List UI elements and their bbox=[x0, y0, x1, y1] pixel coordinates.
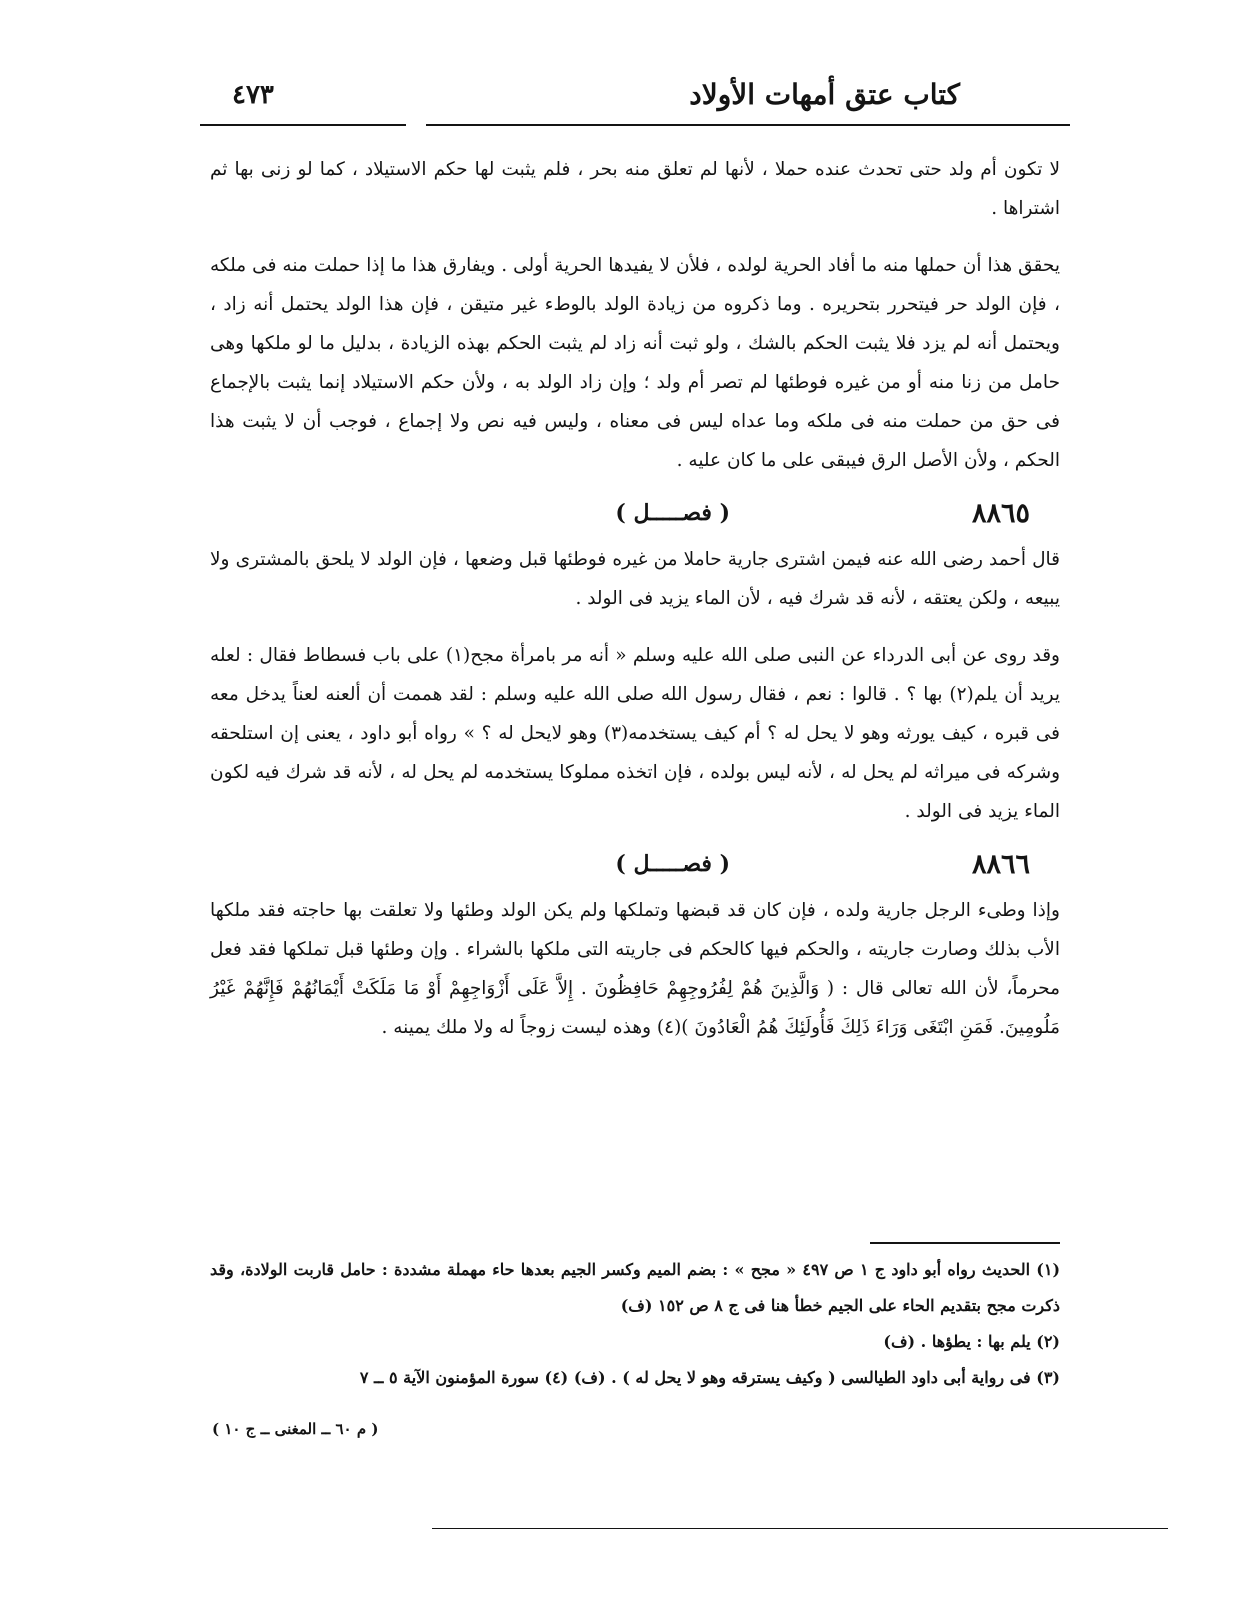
section-heading bbox=[210, 849, 1060, 889]
footnote: (٣) فى رواية أبى داود الطيالسى ( وكيف يسترقه وهو لا يحل له ) . (ف) (٤) سورة المؤمنون الآية ٥ ــ ٧ bbox=[359, 1368, 1060, 1387]
running-title: كتاب عتق أمهات الأولاد bbox=[689, 78, 960, 111]
footnote-separator bbox=[870, 1242, 1060, 1244]
header-rule-right bbox=[426, 124, 1070, 126]
paragraph: قال أحمد رضى الله عنه فيمن اشترى جارية حاملا من غيره فوطئها قبل وضعها ، فإن الولد لا يلحق بالمشترى ولا يبيعه ، ولكن يعتقه ، لأنه قد شرك فيه ، لأن الماء يزيد فى الولد . bbox=[210, 549, 1060, 609]
page-number: ٤٧٣ bbox=[232, 80, 274, 110]
paragraph: وإذا وطىء الرجل جارية ولده ، فإن كان قد قبضها وتملكها ولم يكن الولد وطئها ولا تعلقت بها حاجته فقد ملكها الأب بذلك وصارت جاريته ، والحكم فيها كالحكم فى جاريته التى ملكها بالشراء . وإن وطئها قبل تملكها فقد فعل محرماً، لأن الله تعالى قال : ( وَالَّذِينَ هُمْ لِفُرُوجِهِمْ حَافِظُونَ . إِلاَّ عَلَى أَزْوَاجِهِمْ أَوْ مَا مَلَكَتْ أَيْمَانُهُمْ فَإِنَّهُمْ غَيْرُ مَلُومِينَ. فَمَنِ ابْتَغَى وَرَاءَ ذَلِكَ فَأُولَئِكَ هُمُ الْعَادُونَ )(٤) وهذه ليست زوجاً له ولا ملك يمينه . bbox=[210, 900, 1060, 1038]
footnote: (١) الحديث رواه أبو داود ج ١ ص ٤٩٧ « مجح » : بضم الميم وكسر الجيم بعدها حاء مهملة مشددة : حامل قاربت الولادة، وقد ذكرت مجح بتقديم الحاء على الجيم خطأ هنا فى ج ٨ ص ١٥٢ (ف) bbox=[210, 1260, 1061, 1315]
section-title: ( فصـــــل ) bbox=[615, 851, 730, 877]
paragraph: وقد روى عن أبى الدرداء عن النبى صلى الله عليه وسلم « أنه مر بامرأة مجح(١) على باب فسطاط فقال : لعله يريد أن يلم(٢) بها ؟ . قالوا : نعم ، فقال رسول الله صلى الله عليه وسلم : لقد هممت أن ألعنه لعناً يدخل معه فى قبره ، كيف يورثه وهو لا يحل له ؟ أم كيف يستخدمه(٣) وهو لايحل له ؟ » رواه أبو داود ، يعنى إن استلحقه وشركه فى ميراثه لم يحل له ، لأنه ليس بولده ، فإن اتخذه مملوكا يستخدمه لم يحل له ، لأنه قد شرك فيه لكون الماء يزيد فى الولد . bbox=[210, 645, 1061, 822]
main-text bbox=[210, 150, 1060, 1065]
paragraph: لا تكون أم ولد حتى تحدث عنده حملا ، لأنها لم تعلق منه بحر ، فلم يثبت لها حكم الاستيلاد ، كما لو زنى بها ثم اشتراها . bbox=[210, 159, 1060, 219]
header-rule-left bbox=[200, 124, 406, 126]
section-title: ( فصـــــل ) bbox=[615, 500, 730, 526]
paragraph: يحقق هذا أن حملها منه ما أفاد الحرية لولده ، فلأن لا يفيدها الحرية أولى . ويفارق هذا ما إذا حملت منه فى ملكه ، فإن الولد حر فيتحرر بتحريره . وما ذكروه من زيادة الولد بالوطء غير متيقن ، فإن هذا الولد يحتمل أنه زاد ، ويحتمل أنه لم يزد فلا يثبت الحكم بالشك ، ولو ثبت أنه زاد لم يثبت الحكم بهذه الزيادة ، بدليل ما لو ملكها وهى حامل من زنا منه أو من غيره فوطئها لم تصر أم ولد ؛ وإن زاد الولد به ، ولأن حكم الاستيلاد إنما يثبت بالإجماع فى حق من حملت منه فى ملكه وما عداه ليس فى معناه ، وليس فيه نص ولا إجماع ، فوجب أن لا يثبت هذا الحكم ، ولأن الأصل الرق فيبقى على ما كان عليه . bbox=[210, 255, 1060, 471]
page-header bbox=[200, 78, 1070, 122]
section-number: ٨٨٦٥ bbox=[971, 498, 1030, 529]
bottom-rule bbox=[432, 1528, 1168, 1529]
section-number: ٨٨٦٦ bbox=[971, 849, 1030, 880]
printer-signature: ( م ٦٠ ــ المغنى ــ ج ١٠ ) bbox=[212, 1420, 379, 1438]
section-heading bbox=[210, 498, 1060, 538]
footnotes bbox=[210, 1252, 1060, 1396]
footnote: (٢) يلم بها : يطؤها . (ف) bbox=[883, 1332, 1060, 1351]
